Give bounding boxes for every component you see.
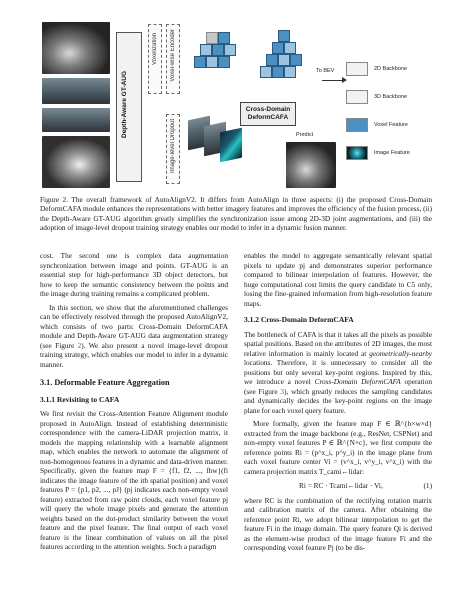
left-column: [40, 251, 228, 552]
emphasis: Cross-Domain DeformCAFA: [314, 377, 401, 386]
paragraph: enables the model to aggregate semantically relevant spatial pixels to update pj and demonstrates superior performance compared to bilinear interpolation of features. However, the huge computational cost limits the query candidate to C5 only, losing the fine-grained information from high-resolution feature maps.: [244, 251, 432, 308]
subsection-heading: 3.1.2 Cross-Domain DeformCAFA: [244, 315, 354, 324]
fused-voxel-grid: [256, 26, 316, 96]
emphasis: geometrically-nearby: [369, 348, 432, 358]
text-run: ). We also present a novel image-level dropout training strategy, which enables our model to infer in a dynamic manner.: [40, 340, 228, 369]
legend-2d-backbone: 2D Backbone: [374, 66, 408, 72]
paragraph: We first revisit the Cross-Attention Feature Alignment module proposed in AutoAlign. Instead of establishing deterministic correspondence with the camera-LiDAR projection matrix, it models the mapping relationship with a learnable alignment map, which enables the network to automate the alignment of non-homogenous features in a dynamic and data-driven manner. Specifically, given the feature map F = {f1, f2, ..., fhw}(fi indicates the image feature of the ith spatial position) and voxel features P = {p1, p2, ..., pJ} (pj indicates each non-empty voxel feature) extracted from raw point clouds, each voxel feature pj will query the whole image pixels and generate the attention weights based on the dot-product similarity between the voxel feature and the pixel feature. The final output of each voxel feature is the linear combination of values on all the pixel features according to the attention weights. Such a paradigm: [40, 409, 228, 551]
voxel-cube: [284, 42, 296, 54]
prediction-scene-image: [286, 142, 336, 188]
point-cloud-scene-image-bottom: [42, 136, 110, 188]
cafa-label: Cross-Domain DeformCAFA: [245, 106, 291, 121]
paragraph: More formally, given the feature map F ∈ ℝ^{h×w×d} extracted from the image backbone (e.g., ResNet, CSPNet) and non-empty voxel features P ∈ ℝ^{N×c}, we first compute the reference points Ri = (p^x_i, p^y_i) in the image plane from each voxel feature center Vi = (v^x_i, v^y_i, v^z_i) with the camera projection matrix T_cami←lidar:: [244, 419, 432, 476]
predict-label: Predict: [296, 132, 314, 138]
voxel-cube: [272, 66, 284, 78]
image-dropout-label: Image-level Dropout: [170, 119, 176, 174]
legend-2d-backbone-swatch: [346, 62, 368, 76]
voxel-cube: [278, 30, 290, 42]
framework-figure: [40, 22, 432, 192]
right-column: [244, 251, 432, 553]
voxel-cube: [218, 32, 230, 44]
voxel-cube: [290, 54, 302, 66]
gt-aug-label: Depth-Aware GT-AUG: [121, 70, 128, 138]
voxel-cube: [278, 54, 290, 66]
voxel-cube: [194, 56, 206, 68]
legend-voxel-feature: Voxel Feature: [374, 122, 408, 128]
cafa-module-box: [240, 102, 296, 126]
legend-image-feature-swatch: [346, 146, 368, 160]
legend-3d-backbone-swatch: [346, 90, 368, 104]
voxel-encoder-label: Voxel-wise Encoder: [170, 29, 176, 82]
legend-3d-backbone: 3D Backbone: [374, 94, 408, 100]
text-run: ), which greatly reduces the sampling candidates and dynamically decides the key-point regions on the image plane for each voxel query feature.: [244, 386, 432, 415]
legend: [346, 62, 432, 188]
voxelization-box: [148, 24, 162, 94]
voxel-cube: [212, 44, 224, 56]
legend-image-feature: Image Feature: [374, 150, 410, 156]
voxel-cube: [218, 56, 230, 68]
voxelization-label: Voxelization: [152, 33, 158, 66]
voxel-cube: [260, 66, 272, 78]
camera-image-middle: [42, 108, 110, 132]
legend-voxel-feature-swatch: [346, 118, 368, 132]
gt-aug-block: [116, 32, 142, 182]
camera-image-top: [42, 78, 110, 104]
voxel-cube: [266, 54, 278, 66]
paragraph: cost. The second one is complex data augmentation synchronization between image and points. GT-AUG is an essential step for high-performance 3D object detectors, but how to keep the semantic consistency between the points and the image during training remains a complicated problem.: [40, 251, 228, 298]
voxel-cube: [206, 32, 218, 44]
equation-number: (1): [423, 481, 432, 490]
point-cloud-scene-image: [42, 22, 110, 74]
to-bev-arrow: [322, 80, 344, 81]
paragraph: where RC is the combination of the rectifying rotation matrix and calibration matrix of the camera. After obtaining the reference point Ri, we adopt bilinear interpolation to get the feature Fi in the image domain. The query feature Qi is derived as the element-wise product of the image feature Fi and the corresponding voxel feature Pj (to be dis-: [244, 495, 432, 552]
paragraph: [244, 330, 432, 416]
text-run: operation (see Figure: [244, 377, 432, 396]
paragraph: [40, 303, 228, 370]
voxel-encoder-box: [166, 24, 180, 94]
voxel-cube: [272, 42, 284, 54]
text-run: locations. Therefore, it is unnecessary to consider all the positions but only several key-point regions. Inspired by this, we introduce a novel: [244, 358, 432, 386]
voxel-cube: [200, 44, 212, 56]
text-run: In this section, we show that the aforementioned challenges can be effectively resolved through the proposed AutoAlignV2, which consists of two parts: Cross-Domain DeformCAFA module and Depth-Aware GT-AUG data augmentation strategy (see Figure: [40, 302, 228, 350]
to-bev-label: To BEV: [316, 68, 335, 74]
text-run: The bottleneck of CAFA is that it takes all the pixels as possible spatial positions. Based on the attributes of 2D images, the most relative information is mainly located at: [244, 329, 432, 358]
equation-1: [244, 481, 432, 491]
image-feature-map: [220, 128, 242, 163]
voxel-grid: [188, 28, 248, 88]
voxel-cube: [206, 56, 218, 68]
section-heading: 3.1. Deformable Feature Aggregation: [40, 378, 170, 387]
figure-2-link[interactable]: 2: [77, 340, 82, 350]
figure-3-link[interactable]: 3: [280, 386, 285, 396]
figure-caption: Figure 2. The overall framework of AutoAlignV2. It differs from AutoAlign in three aspects: (i) the proposed Cross-Domain DeformCAFA module enhances the representations with better imagery features and improves the efficiency of the fusion process, (ii) the Depth-Aware GT-AUG algorithm greatly simplifies the synchronization issue among 2D-3D joint augmentations, and (iii) the adoption of image-level dropout training strategy enables our model to infer in a dynamic fusion manner.: [40, 195, 433, 233]
voxel-cube: [284, 66, 296, 78]
voxel-cube: [224, 44, 236, 56]
image-dropout-box: [166, 114, 180, 184]
subsection-heading: 3.1.1 Revisiting to CAFA: [40, 394, 120, 404]
equation-body: Ri = RC · Tcami←lidar · Vi,: [299, 481, 383, 490]
